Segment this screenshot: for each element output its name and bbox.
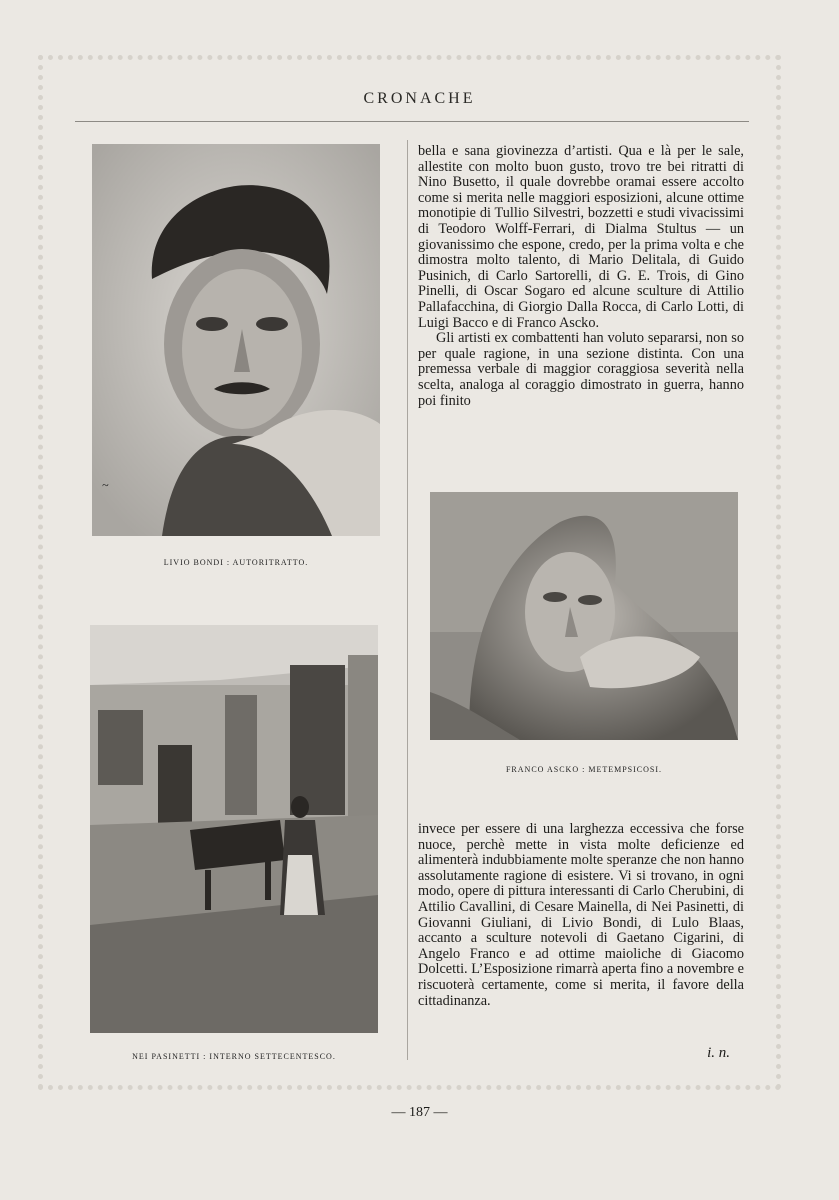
page-number: — 187 — [391, 1105, 448, 1120]
interior-image [90, 625, 378, 1033]
upper-text-column [418, 144, 744, 409]
interior-illustration [90, 625, 378, 1033]
page-header: CRONACHE [363, 90, 476, 107]
paragraph-3: invece per essere di una larghezza eccessiva che forse nuoce, perchè mette in vista molte deficienze ed alimenterà indubbiamente molte speranze che non hanno assolutamente ragione di esistere. Vi si trovano, in ogni modo, opere di pittura interessanti di Carlo Cherubini, di Attilio Cavallini, di Cesare Mainella, di Nei Pasinetti, di Giovanni Giuliani, di Livio Bondi, di Lulo Blaas, accanto a sculture notevoli di Gaetano Cigarini, di Angelo Franco e ad ottime maioliche di Giacomo Dolcetti. L’Esposizione rimarrà aperta fino a novembre e riscuoterà certamente, come si merita, il favore della cittadinanza. [418, 821, 744, 1009]
interior-caption: NEI PASINETTI : INTERNO SETTECENTESCO. [132, 1052, 336, 1061]
header-rule [75, 121, 749, 122]
column-divider [407, 140, 408, 1060]
portrait-image [92, 144, 380, 536]
paragraph-2: Gli artisti ex combattenti han voluto separarsi, non so per quale ragione, in una sezione distinta. Con una premessa verbale di maggior coraggiosa severità nella scelta, analoga al coraggio dimostrato in guerra, hanno poi finito [418, 330, 744, 409]
portrait-caption: LIVIO BONDI : AUTORITRATTO. [163, 558, 309, 567]
sculpture-image [430, 492, 738, 740]
portrait-illustration [92, 144, 380, 536]
sculpture-illustration [430, 492, 738, 740]
paragraph-1: bella e sana giovinezza d’artisti. Qua e là per le sale, allestite con molto buon gusto, trovo tre bei ritratti di Nino Busetto, il quale dovrebbe oramai essere accolto come si merita nelle maggiori esposizioni, alcune ottime monotipie di Tullio Silvestri, bozzetti e studi vivacissimi di Teodoro Wolff-Ferrari, di Dialma Stultus — un giovanissimo che espone, credo, per la prima volta e che dimostra molto talento, di Mario Delitala, di Guido Pusinich, di Carlo Sartorelli, di G. E. Trois, di Gino Pinelli, di Oscar Sogaro ed alcune sculture di Attilio Pallafacchina, di Giorgio Dalla Rocca, di Carlo Lotti, di Luigi Bacco e di Franco Ascko. [418, 143, 744, 331]
author-initials: i. n. [707, 1045, 730, 1061]
artist-signature-mark: ~ [102, 478, 109, 492]
sculpture-caption: FRANCO ASCKO : METEMPSICOSI. [505, 765, 663, 774]
lower-text-column [418, 822, 744, 1009]
